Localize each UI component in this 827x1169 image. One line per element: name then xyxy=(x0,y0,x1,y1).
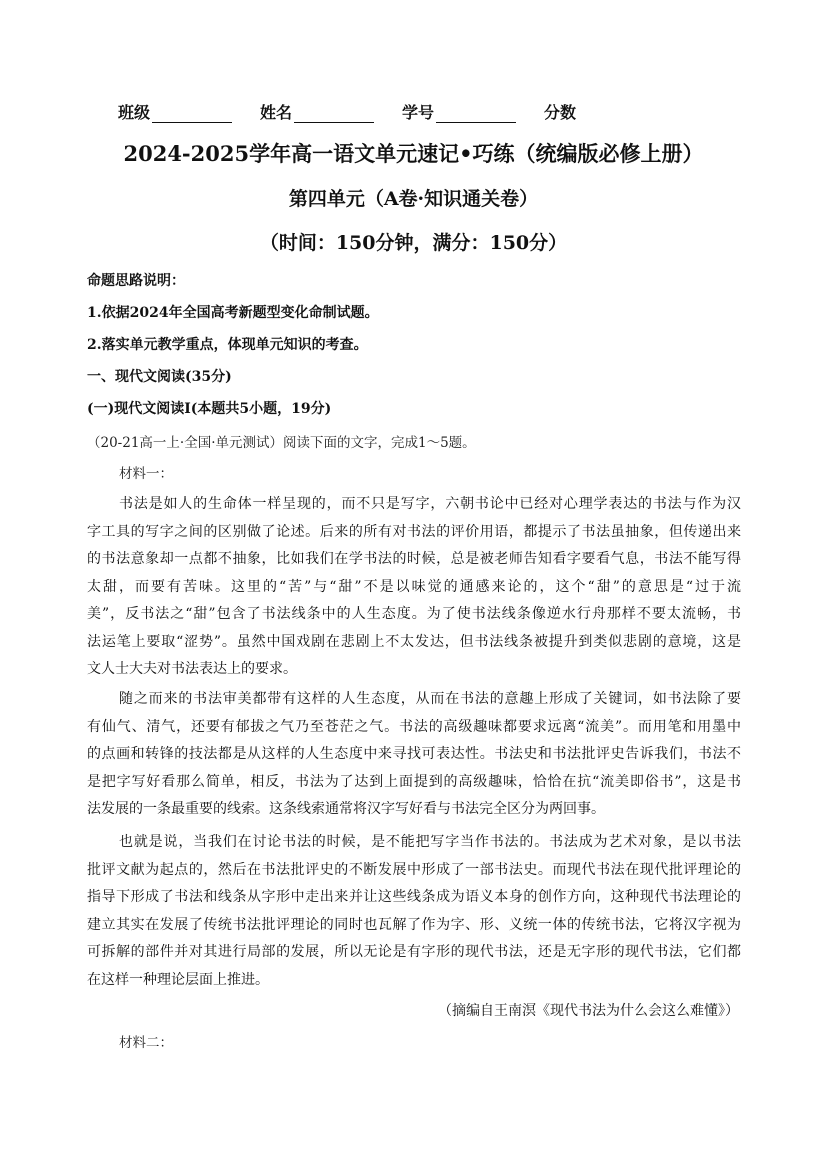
paragraph-line: 建立其实在发展了传统书法批评理论的同时也瓦解了作为字、形、义统一体的传统书法，它将汉字视为 xyxy=(87,916,741,933)
paragraph xyxy=(87,686,741,824)
paragraph-line: 的书法意象却一点都不抽象，比如我们在学书法的时候，总是被老师告知看字要看气息，书法不能写得 xyxy=(87,551,741,567)
time-info: （时间：150分钟，满分：150分） xyxy=(259,232,568,254)
paragraph xyxy=(87,829,741,994)
document-title: 2024-2025学年高一语文单元速记•巧练（统编版必修上册） xyxy=(123,141,704,166)
class-field[interactable]: 班级 xyxy=(118,100,232,123)
instruction: （20-21高一上·全国·单元测试）阅读下面的文字，完成1～5题。 xyxy=(87,435,476,451)
paragraph-line: 美”，反书法之“甜”包含了书法线条中的人生态度。为了使书法线条像逆水行舟那样不要太流畅，书 xyxy=(87,606,741,622)
source-citation: （摘编自王南溟《现代书法为什么会这么难懂》） xyxy=(438,1003,739,1019)
notes-heading: 命题思路说明： xyxy=(87,273,185,289)
score-field: 分数 xyxy=(544,103,577,122)
paragraph-line: 可拆解的部件并对其进行局部的发展，所以无论是有字形的现代书法，还是无字形的现代书法，它们都 xyxy=(87,944,741,960)
paragraph-line: 在这样一种理论层面上推进。 xyxy=(87,971,269,988)
name-field[interactable]: 姓名 xyxy=(260,100,374,123)
student-id-field[interactable]: 学号 xyxy=(402,100,516,123)
paragraph-line: 指导下形成了书法和线条从字形中走出来并让这些线条成为语义本身的创作方向，这种现代书法理论的 xyxy=(87,889,741,905)
paragraph-line: 法发展的一条最重要的线索。这条线索通常将汉字写好看与书法完全区分为两回事。 xyxy=(87,801,605,817)
paragraph-line: 的点画和转锋的技法都是从这样的人生态度中来寻找可表达性。书法史和书法批评史告诉我们，书法不 xyxy=(87,746,741,762)
paragraph-line: 有仙气、清气，还要有郁拔之气乃至苍茫之气。书法的高级趣味都要求远离“流美”。而用笔和用墨中 xyxy=(87,718,741,735)
paragraph-line: 太甜，而要有苦味。这里的“苦”与“甜”不是以味觉的通感来论的，这个“甜”的意思是“过于流 xyxy=(87,578,741,595)
paragraph-line: 也就是说，当我们在讨论书法的时候，是不能把写字当作书法的。书法成为艺术对象，是以书法 xyxy=(119,834,741,850)
paragraph-line: 法运笔上要取“涩势”。虽然中国戏剧在悲剧上不太发达，但书法线条被提升到类似悲剧的意境，这是 xyxy=(87,633,741,650)
student-info-header xyxy=(118,100,576,123)
paragraph-line: 批评文献为起点的，然后在书法批评史的不断发展中形成了一部书法史。而现代书法在现代批评理论的 xyxy=(87,861,741,878)
paragraph-line: 是把字写好看那么简单，相反，书法为了达到上面提到的高级趣味，恰恰在抗“流美即俗书”，这是书 xyxy=(87,773,741,790)
note-item: 1.依据2024年全国高考新题型变化命制试题。 xyxy=(87,305,379,321)
material-label: 材料一： xyxy=(119,466,173,482)
paragraph-line: 文人士大夫对书法表达上的要求。 xyxy=(87,661,297,677)
material-label: 材料二： xyxy=(119,1035,173,1051)
paragraph-line: 书法是如人的生命体一样呈现的，而不只是写字，六朝书论中已经对心理学表达的书法与作为汉 xyxy=(119,496,741,512)
paragraph xyxy=(87,491,741,684)
section-heading: 一、现代文阅读(35分) xyxy=(87,369,232,385)
paragraph-line: 随之而来的书法审美都带有这样的人生态度，从而在书法的意趣上形成了关键词，如书法除了要 xyxy=(119,691,741,707)
document-subtitle: 第四单元（A卷·知识通关卷） xyxy=(288,188,539,210)
paragraph-line: 字工具的写字之间的区别做了论述。后来的所有对书法的评价用语，都提示了书法虽抽象，但传递出来 xyxy=(87,523,741,540)
subsection-heading: (一)现代文阅读Ⅰ(本题共5小题，19分) xyxy=(87,401,332,417)
note-item: 2.落实单元教学重点，体现单元知识的考查。 xyxy=(87,337,368,353)
